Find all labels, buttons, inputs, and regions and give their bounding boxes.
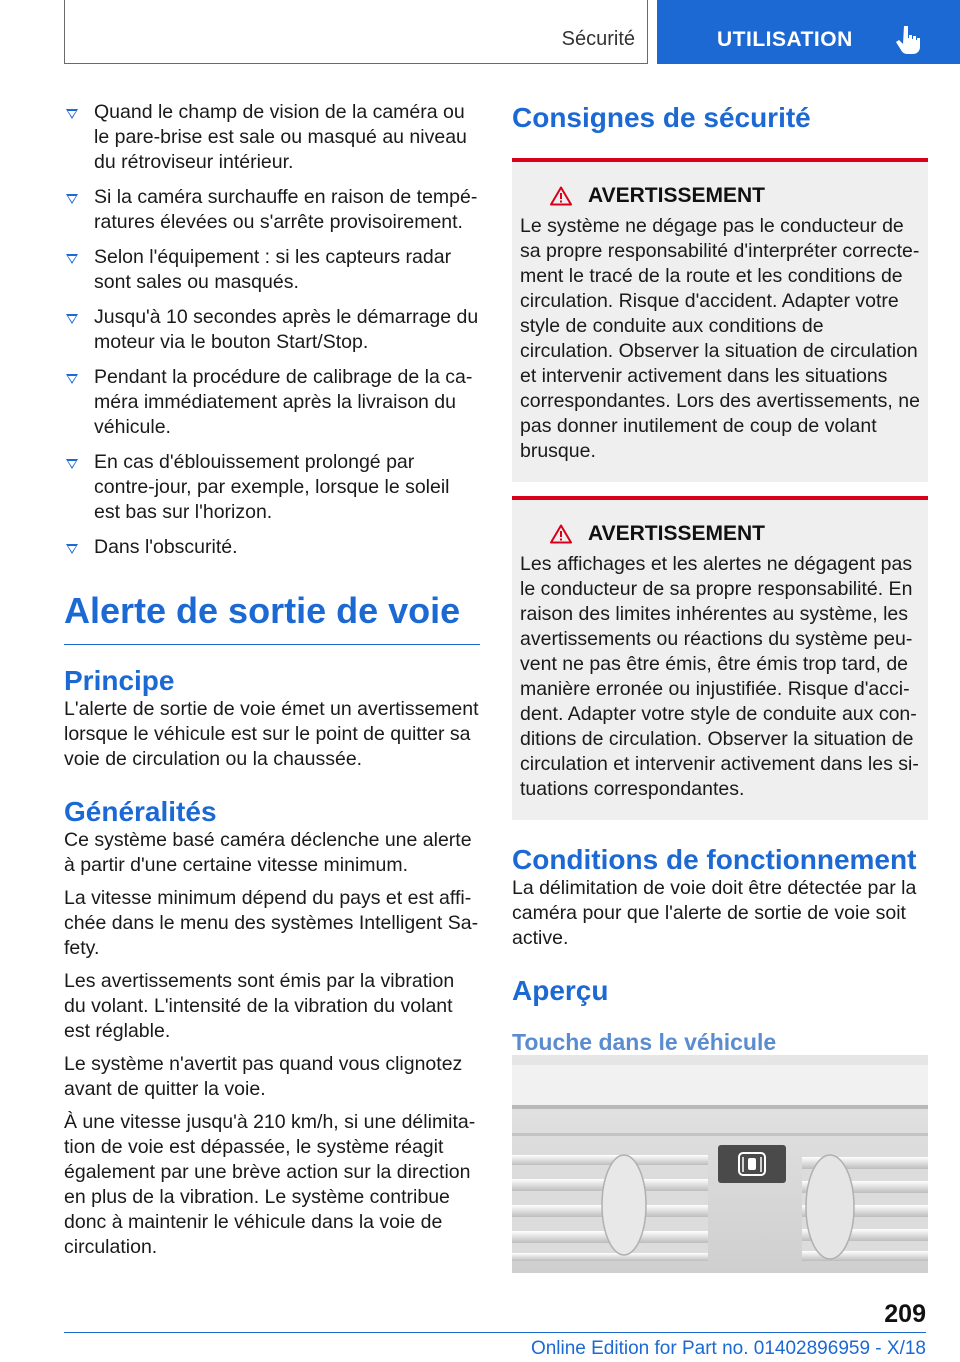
list-item: Jusqu'à 10 secondes après le démarrage du moteur via le bouton Start/Stop. bbox=[64, 305, 480, 355]
principe-heading: Principe bbox=[64, 665, 175, 696]
apercu-heading: Aperçu bbox=[512, 975, 609, 1006]
warning-text: Les affichages et les alertes ne dégagent pas le conducteur de sa propre responsabilité. En raison des limites inhérentes au système, les avertissements ou réactions du système peuvent ne pas être émis, être émis trop tard, de manière erronée ou injustifiée. Risque d'accident. Adapter votre style de conduite aux conditions de circulation. Observer la situation de circulation et intervenir activement dans les situations correspondantes. bbox=[520, 553, 919, 800]
list-item: Selon l'équipement : si les capteurs radar sont sales ou masqués. bbox=[64, 245, 480, 295]
chapter-title: UTILISATION bbox=[717, 28, 853, 51]
conditions-heading: Conditions de fonctionnement bbox=[512, 844, 917, 875]
list-item: En cas d'éblouissement prolongé par contre-jour, par exemple, lorsque le soleil est bas sur l'horizon. bbox=[64, 450, 480, 525]
warning-text: Le système ne dégage pas le conducteur de sa propre responsabilité d'interpréter correctement le tracé de la route et les conditions de circulation. Risque d'accident. Adapter votre style de conduite aux conditions de circulation. Observer la situation de circulation et intervenir activement dans les situations correspondantes. Lors des avertissements, ne pas donner inutilement de coup de volant brusque. bbox=[520, 215, 920, 462]
warning-triangle-icon bbox=[550, 186, 572, 206]
warning-header bbox=[550, 184, 920, 208]
warning-header bbox=[550, 522, 920, 546]
warning-label: AVERTISSEMENT bbox=[588, 522, 765, 545]
vehicle-button-photo bbox=[512, 1055, 928, 1273]
warning-label: AVERTISSEMENT bbox=[588, 184, 765, 207]
list-item: Dans l'obscurité. bbox=[64, 535, 480, 560]
generalites-paragraph: Ce système basé caméra déclenche une alerte à partir d'une certaine vitesse minimum. bbox=[64, 829, 472, 876]
bullet-triangle-icon bbox=[66, 194, 78, 204]
warning-box bbox=[512, 496, 928, 820]
list-item: Si la caméra surchauffe en raison de températures élevées ou s'arrête provisoirement. bbox=[64, 185, 480, 235]
warning-triangle-icon bbox=[550, 524, 572, 544]
conditions-text: La délimitation de voie doit être détectée par la caméra pour que l'alerte de sortie de voie soit active. bbox=[512, 877, 917, 949]
left-column bbox=[64, 100, 480, 1268]
right-column bbox=[512, 100, 928, 1056]
header-chapter-tab bbox=[657, 0, 960, 64]
footer-divider bbox=[64, 1332, 926, 1333]
section-title: Sécurité bbox=[561, 28, 635, 50]
principe-text: L'alerte de sortie de voie émet un avertissement lorsque le véhicule est sur le point de quitter sa voie de circulation ou la chaussée. bbox=[64, 698, 479, 770]
generalites-paragraph: Le système n'avertit pas quand vous clignotez avant de quitter la voie. bbox=[64, 1053, 463, 1100]
list-item: Quand le champ de vision de la caméra ou le pare-brise est sale ou masqué au niveau du rétroviseur intérieur. bbox=[64, 100, 480, 175]
footer-edition: Online Edition for Part no. 01402896959 - X/18 bbox=[530, 1338, 926, 1359]
generalites-heading: Généralités bbox=[64, 796, 217, 827]
bullet-triangle-icon bbox=[66, 374, 78, 384]
page-number: 209 bbox=[884, 1300, 926, 1328]
bullet-triangle-icon bbox=[66, 314, 78, 324]
generalites-paragraph: Les avertissements sont émis par la vibration du volant. L'intensité de la vibration du volant est réglable. bbox=[64, 970, 455, 1042]
header-section-tab bbox=[64, 0, 648, 64]
bullet-triangle-icon bbox=[66, 459, 78, 469]
touche-heading: Touche dans le véhicule bbox=[512, 1029, 777, 1055]
generalites-paragraph: La vitesse minimum dépend du pays et est affichée dans le menu des systèmes Intelligent Safety. bbox=[64, 887, 479, 959]
generalites-paragraph: À une vitesse jusqu'à 210 km/h, si une délimitation de voie est dépassée, le système réagit également par une brève action sur la direction en plus de la vibration. Le système contribue donc à maintenir le véhicule dans la voie de circulation. bbox=[64, 1111, 476, 1258]
bullet-triangle-icon bbox=[66, 544, 78, 554]
bullet-triangle-icon bbox=[66, 254, 78, 264]
consignes-heading: Consignes de sécurité bbox=[512, 102, 811, 133]
bullet-triangle-icon bbox=[66, 109, 78, 119]
chapter-heading: Alerte de sortie de voie bbox=[64, 590, 480, 645]
warning-box bbox=[512, 158, 928, 482]
list-item: Pendant la procédure de calibrage de la caméra immédiatement après la livraison du véhicule. bbox=[64, 365, 480, 440]
pointing-hand-icon bbox=[895, 24, 925, 56]
condition-list bbox=[64, 100, 480, 560]
